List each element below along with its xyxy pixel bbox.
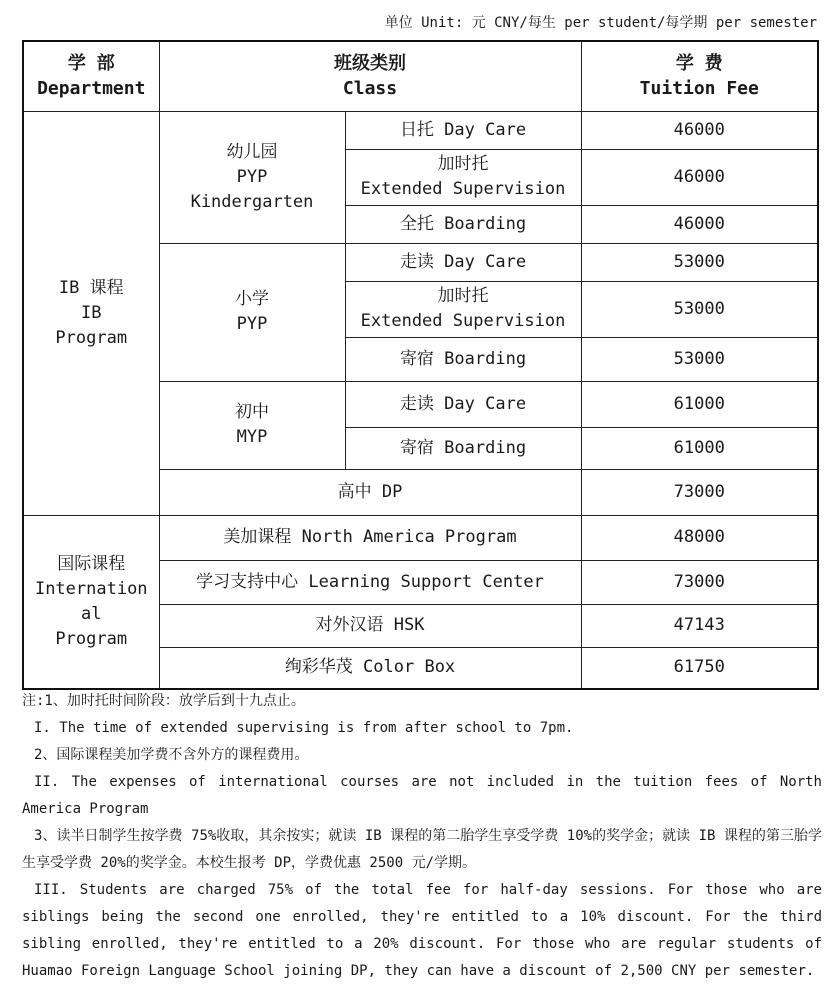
table-row	[23, 111, 818, 149]
kg-name-en2: Kindergarten	[190, 191, 314, 212]
note-2-en: II. The expenses of international courses are not included in the tuition fees of North America Program	[22, 774, 822, 817]
kg-fee-extended: 46000	[581, 149, 818, 205]
kg-name-en1: PYP	[236, 166, 268, 187]
primary-fee-extended: 53000	[581, 281, 818, 337]
primary-extended-en: Extended Supervision	[360, 311, 566, 331]
dept-intl-cn: 国际课程	[57, 553, 126, 574]
primary-type-boarding: 寄宿 Boarding	[345, 337, 581, 381]
middle-type-boarding: 寄宿 Boarding	[345, 427, 581, 469]
header-fee	[581, 41, 818, 111]
note-1-cn: 注:1、加时托时间阶段：放学后到十九点止。	[22, 693, 305, 709]
kg-type-extended	[345, 149, 581, 205]
intl-learning-support-fee: 73000	[581, 560, 818, 604]
table-header-row	[23, 41, 818, 111]
primary-fee-day-care: 53000	[581, 243, 818, 281]
middle-name-cn: 初中	[235, 402, 269, 422]
intl-hsk: 对外汉语 HSK	[159, 604, 581, 647]
note-3-en: III. Students are charged 75% of the total fee for half-day sessions. For those who are siblings being the second one enrolled, they're entitled to a 10% discount. For the third sibling enrolled, they're entitled to a 20% discount. For those who are regular students of Huamao Foreign Language School joining DP, they can have a discount of 2,500 CNY per semester.	[22, 882, 822, 979]
primary-type-extended	[345, 281, 581, 337]
tuition-table	[22, 40, 819, 690]
header-dept-cn: 学 部	[67, 53, 115, 75]
table-row	[23, 515, 818, 560]
kg-extended-en: Extended Supervision	[360, 179, 566, 199]
class-kindergarten	[159, 111, 345, 243]
middle-fee-boarding: 61000	[581, 427, 818, 469]
note-2-cn: 2、国际课程美加学费不含外方的课程费用。	[34, 747, 309, 763]
header-fee-cn: 学 费	[675, 53, 723, 75]
middle-fee-day-care: 61000	[581, 381, 818, 427]
dept-intl-en3: Program	[55, 628, 128, 649]
dept-ib-en1: IB	[81, 302, 102, 323]
header-department	[23, 41, 159, 111]
dept-ib	[23, 111, 159, 515]
class-high-dp: 高中 DP	[159, 469, 581, 515]
kg-type-boarding: 全托 Boarding	[345, 205, 581, 243]
middle-type-day-care: 走读 Day Care	[345, 381, 581, 427]
kg-type-day-care: 日托 Day Care	[345, 111, 581, 149]
kg-fee-boarding: 46000	[581, 205, 818, 243]
intl-learning-support: 学习支持中心 Learning Support Center	[159, 560, 581, 604]
header-dept-en: Department	[37, 78, 146, 100]
note-1-en: I. The time of extended supervising is from after school to 7pm.	[34, 720, 574, 736]
kg-fee-day-care: 46000	[581, 111, 818, 149]
class-middle	[159, 381, 345, 469]
intl-color-box: 绚彩华茂 Color Box	[159, 647, 581, 689]
class-primary	[159, 243, 345, 381]
unit-note: 单位 Unit: 元 CNY/每生 per student/每学期 per semester	[384, 15, 817, 31]
primary-name-cn: 小学	[235, 289, 269, 309]
dept-ib-en2: Program	[55, 327, 128, 348]
intl-north-america-fee: 48000	[581, 515, 818, 560]
dept-intl-en1: Internation	[34, 578, 148, 599]
primary-extended-cn: 加时托	[437, 286, 489, 306]
dept-ib-cn: IB 课程	[58, 277, 124, 298]
header-class-en: Class	[342, 78, 398, 100]
middle-name-en: MYP	[236, 427, 268, 447]
primary-type-day-care: 走读 Day Care	[345, 243, 581, 281]
note-3-cn: 3、读半日制学生按学费 75%收取，其余按实；就读 IB 课程的第二胎学生享受学费 10%的奖学金；就读 IB 课程的第三胎学生享受学费 20%的奖学金。本校生报考 DP，学费优惠 2500 元/学期。	[22, 828, 822, 871]
intl-color-box-fee: 61750	[581, 647, 818, 689]
dept-international	[23, 515, 159, 689]
intl-north-america: 美加课程 North America Program	[159, 515, 581, 560]
intl-hsk-fee: 47143	[581, 604, 818, 647]
primary-name-en: PYP	[236, 314, 268, 334]
high-dp-fee: 73000	[581, 469, 818, 515]
dept-intl-en2: al	[81, 603, 102, 624]
kg-name-cn: 幼儿园	[226, 141, 278, 162]
notes	[22, 688, 822, 985]
header-class	[159, 41, 581, 111]
primary-fee-boarding: 53000	[581, 337, 818, 381]
kg-extended-cn: 加时托	[437, 154, 489, 174]
header-class-cn: 班级类别	[334, 53, 406, 75]
header-fee-en: Tuition Fee	[639, 78, 759, 100]
